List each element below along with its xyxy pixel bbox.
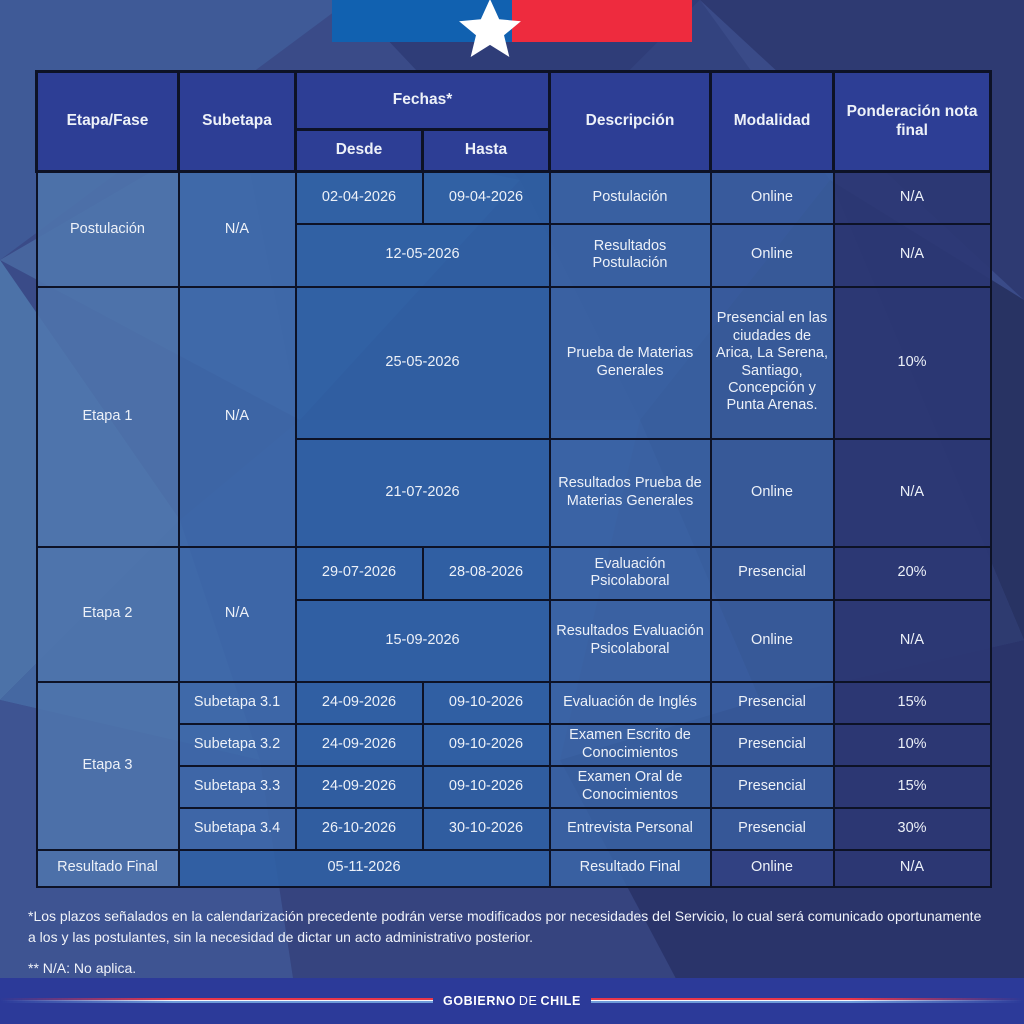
star-icon [459, 0, 521, 57]
cell-etapa: Etapa 3 [37, 682, 179, 850]
cell-ponderacion: 10% [834, 724, 991, 766]
header-modalidad: Modalidad [711, 72, 834, 172]
cell-fecha-hasta: 09-10-2026 [423, 682, 550, 724]
calendar-table [35, 70, 992, 888]
cell-descripcion: Resultado Final [550, 850, 711, 887]
header-hasta: Hasta [423, 130, 550, 172]
cell-ponderacion: 15% [834, 766, 991, 808]
header-subetapa: Subetapa [179, 72, 296, 172]
cell-ponderacion: N/A [834, 439, 991, 547]
divider-line-right [591, 998, 1024, 1005]
cell-subetapa: Subetapa 3.3 [179, 766, 296, 808]
cell-modalidad: Online [711, 850, 834, 887]
header-descripcion: Descripción [550, 72, 711, 172]
cell-descripcion: Entrevista Personal [550, 808, 711, 850]
cell-fecha-desde: 02-04-2026 [296, 172, 423, 224]
brand-de: DE [518, 994, 538, 1008]
cell-etapa: Etapa 1 [37, 287, 179, 547]
cell-modalidad: Presencial [711, 766, 834, 808]
cell-modalidad: Presencial en las ciudades de Arica, La Serena, Santiago, Concepción y Punta Arenas. [711, 287, 834, 439]
cell-ponderacion: N/A [834, 600, 991, 682]
cell-ponderacion: 20% [834, 547, 991, 600]
cell-etapa: Etapa 2 [37, 547, 179, 682]
cell-fecha-hasta: 09-10-2026 [423, 766, 550, 808]
cell-modalidad: Online [711, 224, 834, 287]
cell-modalidad: Presencial [711, 724, 834, 766]
chile-flag-banner [332, 0, 692, 42]
cell-fecha-hasta: 09-10-2026 [423, 724, 550, 766]
cell-descripcion: Prueba de Materias Generales [550, 287, 711, 439]
table-row [37, 287, 991, 439]
cell-subetapa: Subetapa 3.4 [179, 808, 296, 850]
cell-fecha-desde: 24-09-2026 [296, 766, 423, 808]
brand-gobierno: GOBIERNO [443, 994, 516, 1008]
cell-modalidad: Online [711, 172, 834, 224]
table-row [37, 766, 991, 808]
cell-fecha: 21-07-2026 [296, 439, 550, 547]
cell-subetapa: N/A [179, 287, 296, 547]
footnote-2: ** N/A: No aplica. [28, 960, 137, 976]
cell-modalidad: Presencial [711, 682, 834, 724]
cell-fecha-desde: 24-09-2026 [296, 682, 423, 724]
table-row [37, 547, 991, 600]
cell-ponderacion: N/A [834, 224, 991, 287]
cell-etapa: Postulación [37, 172, 179, 287]
header-row [37, 72, 991, 130]
cell-descripcion: Evaluación de Inglés [550, 682, 711, 724]
header-ponderacion: Ponderación nota final [834, 72, 991, 172]
cell-descripcion: Examen Escrito de Conocimientos [550, 724, 711, 766]
cell-descripcion: Resultados Evaluación Psicolaboral [550, 600, 711, 682]
cell-subetapa: N/A [179, 547, 296, 682]
cell-modalidad: Online [711, 439, 834, 547]
cell-ponderacion: 15% [834, 682, 991, 724]
brand-chile: CHILE [540, 994, 581, 1008]
divider-line-left [0, 998, 433, 1005]
cell-etapa: Resultado Final [37, 850, 179, 887]
cell-ponderacion: N/A [834, 850, 991, 887]
cell-fecha: 05-11-2026 [179, 850, 550, 887]
header-fechas: Fechas* [296, 72, 550, 130]
cell-fecha-desde: 29-07-2026 [296, 547, 423, 600]
table-row [37, 850, 991, 887]
cell-modalidad: Presencial [711, 547, 834, 600]
table-row [37, 808, 991, 850]
flag-red-field [512, 0, 692, 42]
cell-fecha: 15-09-2026 [296, 600, 550, 682]
header-desde: Desde [296, 130, 423, 172]
cell-fecha-desde: 24-09-2026 [296, 724, 423, 766]
cell-descripcion: Examen Oral de Conocimientos [550, 766, 711, 808]
footer [0, 978, 1024, 1024]
cell-fecha-desde: 26-10-2026 [296, 808, 423, 850]
cell-fecha: 25-05-2026 [296, 287, 550, 439]
footnotes [28, 906, 990, 989]
government-brand [443, 994, 581, 1008]
cell-fecha-hasta: 09-04-2026 [423, 172, 550, 224]
cell-descripcion: Resultados Postulación [550, 224, 711, 287]
cell-descripcion: Resultados Prueba de Materias Generales [550, 439, 711, 547]
cell-descripcion: Evaluación Psicolaboral [550, 547, 711, 600]
table-row [37, 172, 991, 224]
cell-ponderacion: N/A [834, 172, 991, 224]
cell-modalidad: Online [711, 600, 834, 682]
cell-subetapa: N/A [179, 172, 296, 287]
cell-ponderacion: 10% [834, 287, 991, 439]
cell-subetapa: Subetapa 3.2 [179, 724, 296, 766]
cell-ponderacion: 30% [834, 808, 991, 850]
table-row [37, 724, 991, 766]
cell-fecha-hasta: 28-08-2026 [423, 547, 550, 600]
table-row [37, 682, 991, 724]
cell-descripcion: Postulación [550, 172, 711, 224]
cell-subetapa: Subetapa 3.1 [179, 682, 296, 724]
cell-fecha: 12-05-2026 [296, 224, 550, 287]
cell-modalidad: Presencial [711, 808, 834, 850]
header-etapa: Etapa/Fase [37, 72, 179, 172]
cell-fecha-hasta: 30-10-2026 [423, 808, 550, 850]
footnote-1: *Los plazos señalados en la calendarización precedente podrán verse modificados por necesidades del Servicio, lo cual será comunicado oportunamente a los y las postulantes, sin la necesidad de dictar un acto administrativo posterior. [28, 908, 982, 945]
